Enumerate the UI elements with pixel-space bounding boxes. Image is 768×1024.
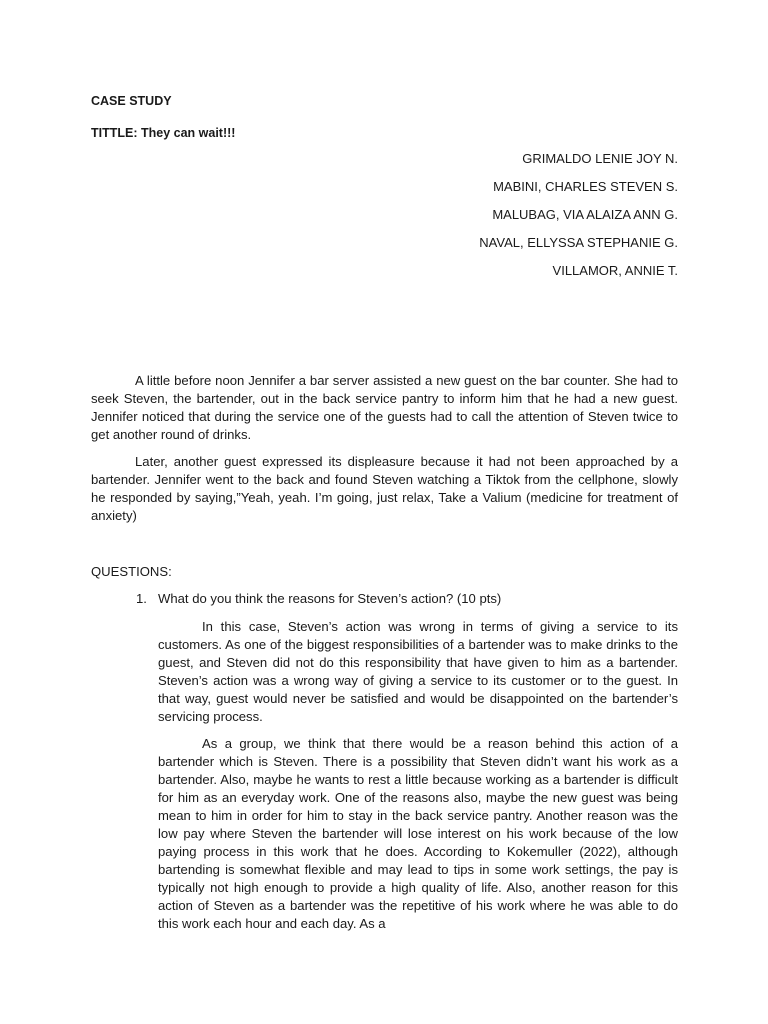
answer-paragraph: In this case, Steven’s action was wrong in terms of giving a service to its customers. As one of the biggest responsibilities of a bartender was to make drinks to the guest, and Steven did not do this responsibility that have given to him as a bartender. Steven’s action was a wrong way of giving a service to its customer or to the guest. In that way, guest would never be satisfied and would be disappointed on the bartender’s servicing process. bbox=[158, 619, 678, 724]
question-number: 1. bbox=[136, 591, 147, 606]
questions-heading: QUESTIONS: bbox=[91, 564, 172, 579]
author-name: MALUBAG, VIA ALAIZA ANN G. bbox=[492, 207, 678, 222]
author-name: NAVAL, ELLYSSA STEPHANIE G. bbox=[479, 235, 678, 250]
answer-paragraph: As a group, we think that there would be a reason behind this action of a bartender which is Steven. There is a possibility that Steven didn’t want his work as a bartender. Also, maybe he wants to rest a little because working as a bartender is difficult for him as an everyday work. One of the reasons also, maybe the new guest was being mean to him in order for him to stay in the back service pantry. Another reason was the low pay where Steven the bartender will lose interest on his work because of the low paying process in this work that he does. According to Kokemuller (2022), although bartending is somewhat flexible and may lead to tips in some work settings, the pay is typically not high enough to provide a high quality of life. Also, another reason for this action of Steven as a bartender was the repetitive of his work where he was able to do this work each hour and each day. As a bbox=[158, 736, 678, 931]
story-paragraph: Later, another guest expressed its displeasure because it had not been approached by a bartender. Jennifer went to the back and found Steven watching a Tiktok from the cellphone, slowly he responded by saying,”Yeah, yeah. I’m going, just relax, Take a Valium (medicine for treatment of anxiety) bbox=[91, 454, 678, 523]
author-name: MABINI, CHARLES STEVEN S. bbox=[493, 179, 678, 194]
author-name: GRIMALDO LENIE JOY N. bbox=[522, 151, 678, 166]
story-paragraph: A little before noon Jennifer a bar server assisted a new guest on the bar counter. She had to seek Steven, the bartender, out in the back service pantry to inform him that he had a new guest. Jennifer noticed that during the service one of the guests had to call the attention of Steven twice to get another round of drinks. bbox=[91, 373, 678, 442]
author-name: VILLAMOR, ANNIE T. bbox=[552, 263, 678, 278]
case-study-label: CASE STUDY bbox=[91, 94, 172, 108]
question-text: What do you think the reasons for Steven’s action? (10 pts) bbox=[158, 591, 502, 606]
document-title: TITTLE: They can wait!!! bbox=[91, 126, 236, 140]
